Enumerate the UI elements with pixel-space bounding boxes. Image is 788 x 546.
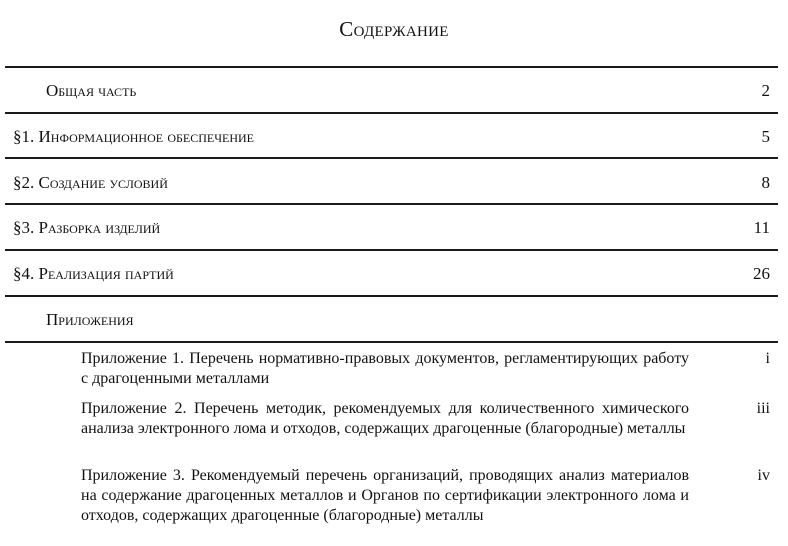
toc-entry-label: §1. Информационное обеспечение (13, 127, 254, 146)
divider (5, 341, 778, 343)
appendix-entry-text: Приложение 2. Перечень методик, рекомендуемых для количественного химического анализа электронного лома и отходов, содержащих драгоценные (благородные) металлы (81, 400, 689, 437)
appendix-entry-text: Приложение 3. Рекомендуемый перечень организаций, проводящих анализ материалов на содержание драгоценных металлов и Органов по сертификации электронного лома и отходов, содержащих драгоценные (благородные) металлы (81, 467, 689, 524)
divider (5, 249, 778, 251)
divider (5, 295, 778, 297)
toc-entry-section-1[interactable] (0, 125, 788, 149)
toc-entry-appendices[interactable] (0, 308, 788, 332)
toc-entry-section-3[interactable] (0, 216, 788, 240)
divider (5, 66, 778, 68)
toc-entry-page: 8 (761, 173, 770, 192)
toc-entry-page: 2 (761, 81, 770, 100)
toc-entry-page: 11 (753, 218, 770, 237)
appendix-entry-page: iv (757, 467, 770, 484)
toc-entry-general[interactable] (0, 79, 788, 103)
appendix-entry-page: iii (756, 400, 770, 417)
toc-entry-label: §2. Создание условий (13, 173, 168, 192)
divider (5, 203, 778, 205)
divider (5, 112, 778, 114)
appendix-entry-page: i (765, 350, 770, 367)
appendix-entry-text: Приложение 1. Перечень нормативно-правовых документов, регламентирующих работу с драгоценными металлами (81, 350, 689, 387)
toc-entry-label: §4. Реализация партий (13, 264, 174, 283)
divider (5, 157, 778, 159)
toc-entry-page: 5 (761, 127, 770, 146)
toc-entry-label: §3. Разборка изделий (13, 218, 161, 237)
toc-entry-page: 26 (753, 264, 770, 283)
toc-entry-section-4[interactable] (0, 262, 788, 286)
toc-entry-section-2[interactable] (0, 171, 788, 195)
page-title: Содержание (339, 17, 449, 41)
toc-entry-label: Общая часть (46, 81, 137, 100)
toc-entry-label: Приложения (46, 310, 134, 329)
